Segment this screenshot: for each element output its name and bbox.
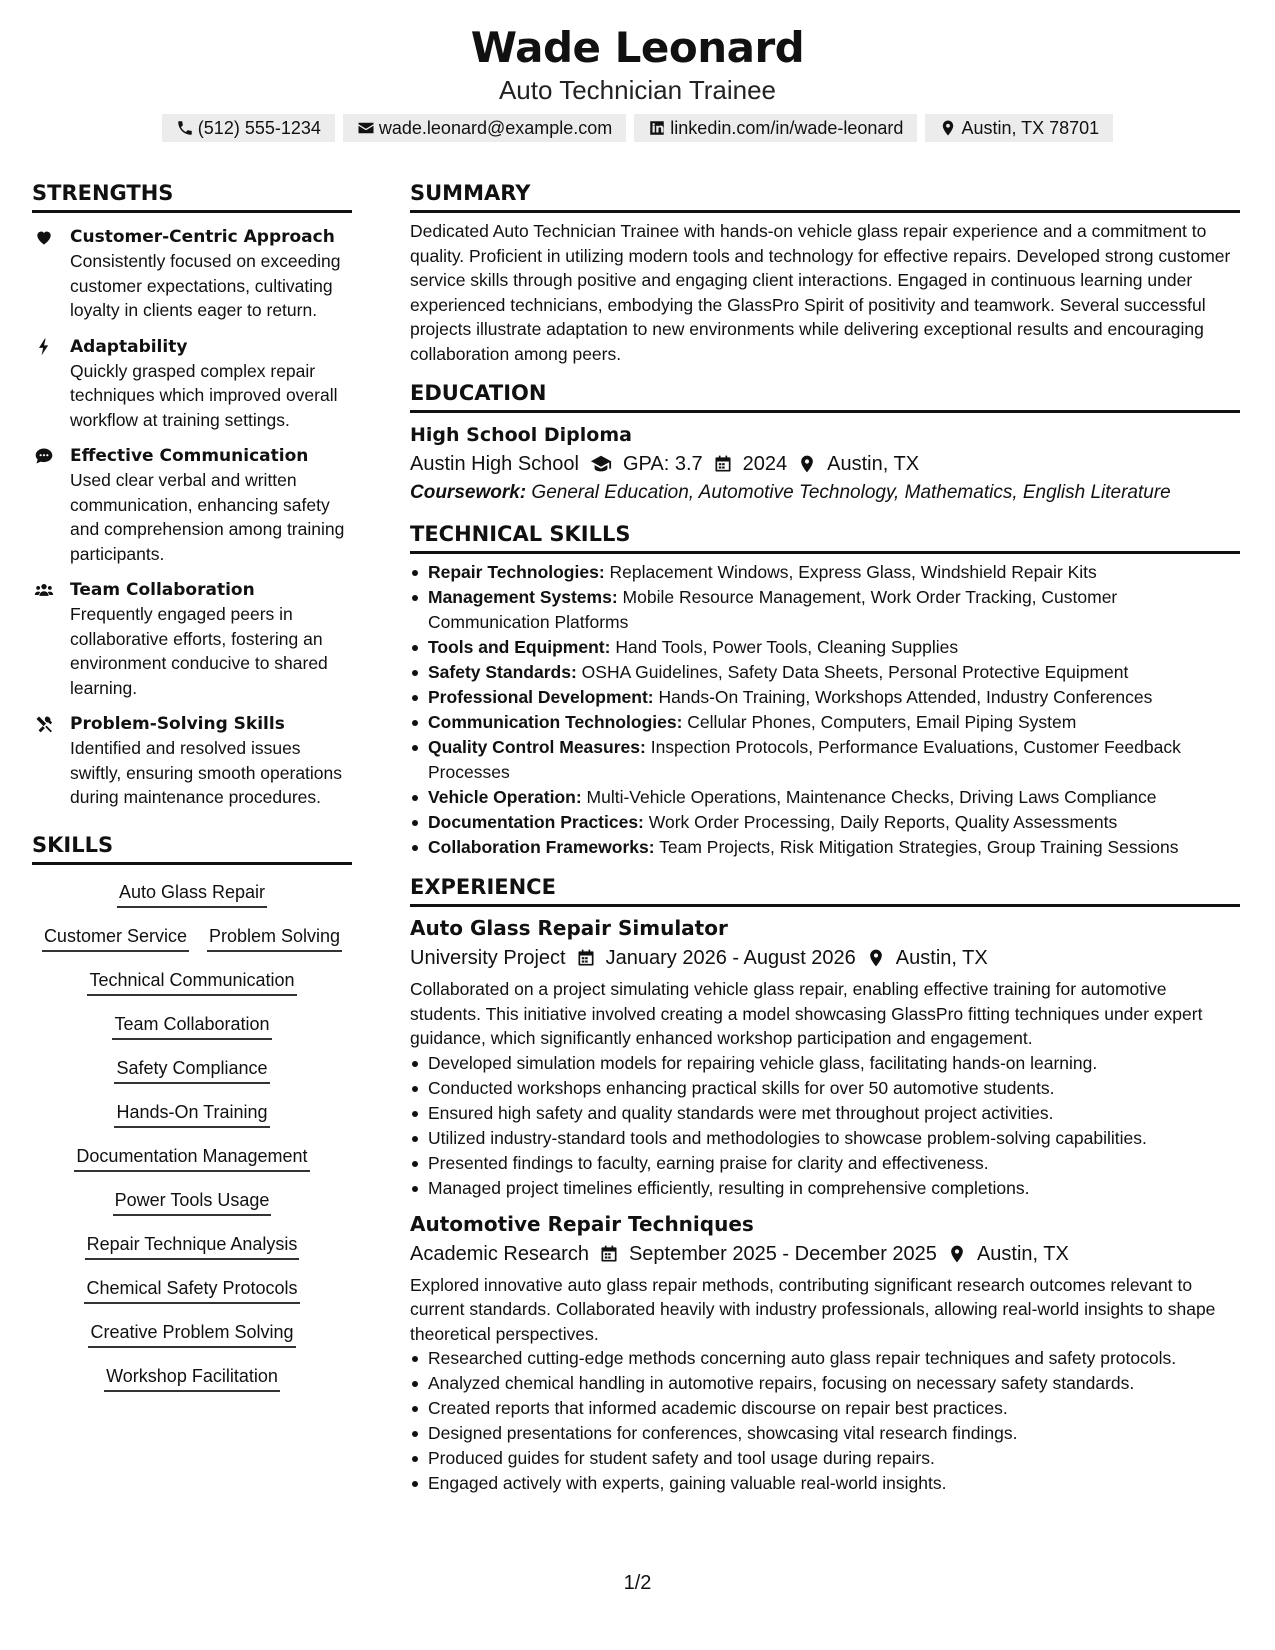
list-item xyxy=(410,585,1240,635)
coursework-text: General Education, Automotive Technology, Mathematics, English Literature xyxy=(531,482,1171,503)
experience-entry xyxy=(410,1209,1240,1497)
job-meta xyxy=(410,943,1240,973)
page-number: 1/2 xyxy=(623,1572,652,1594)
calendar-icon xyxy=(599,1244,619,1264)
phone-text: (512) 555-1234 xyxy=(197,118,321,138)
candidate-role: Auto Technician Trainee xyxy=(498,75,777,105)
map-pin-icon xyxy=(947,1244,967,1264)
contact-bar xyxy=(0,114,1275,142)
skill-tag: Documentation Management xyxy=(74,1143,309,1172)
list-item xyxy=(410,835,1240,860)
tech-skill-label: Safety Standards: xyxy=(428,662,577,682)
calendar-icon xyxy=(713,454,733,474)
envelope-icon xyxy=(357,119,375,137)
chat-icon xyxy=(34,446,54,466)
strength-desc: Quickly grasped complex repair techniques which improved overall workflow at training settings. xyxy=(70,360,338,430)
tech-skill-label: Documentation Practices: xyxy=(428,812,644,832)
tech-skill-value: Work Order Processing, Daily Reports, Quality Assessments xyxy=(648,812,1118,832)
email-text[interactable]: wade.leonard@example.com xyxy=(378,118,613,138)
education-meta xyxy=(410,449,1240,479)
map-pin-icon xyxy=(797,454,817,474)
tech-skill-value: Cellular Phones, Computers, Email Piping System xyxy=(687,712,1077,732)
list-item: Presented findings to faculty, earning praise for clarity and effectiveness. xyxy=(410,1151,1240,1176)
job-org: University Project xyxy=(410,947,566,969)
map-pin-icon xyxy=(939,119,957,137)
tech-skill-label: Vehicle Operation: xyxy=(428,787,582,807)
linkedin-text[interactable]: linkedin.com/in/wade-leonard xyxy=(670,118,904,138)
list-item xyxy=(410,560,1240,585)
tech-skill-label: Repair Technologies: xyxy=(428,562,605,582)
education-location: Austin, TX xyxy=(827,453,920,475)
tech-skill-label: Communication Technologies: xyxy=(428,712,683,732)
heart-icon xyxy=(34,227,54,247)
skill-tag: Power Tools Usage xyxy=(113,1187,272,1216)
job-location: Austin, TX xyxy=(976,1242,1069,1265)
strength-item xyxy=(32,335,352,433)
location-chip xyxy=(925,114,1113,142)
strength-title: Problem-Solving Skills xyxy=(70,714,285,734)
list-item xyxy=(410,635,1240,660)
list-item: Researched cutting-edge methods concerning auto glass repair techniques and safety protocols. xyxy=(410,1346,1240,1371)
strengths-heading: STRENGTHS xyxy=(32,178,352,213)
job-title: Automotive Repair Techniques xyxy=(410,1211,754,1236)
education-degree: High School Diploma xyxy=(410,424,632,446)
linkedin-chip[interactable] xyxy=(634,114,917,142)
technical-skills-list xyxy=(410,560,1240,860)
phone-icon xyxy=(176,119,194,137)
experience-heading: EXPERIENCE xyxy=(410,872,1240,907)
location-text: Austin, TX 78701 xyxy=(961,118,1100,138)
right-column xyxy=(410,178,1240,1496)
linkedin-icon xyxy=(648,119,666,137)
map-pin-icon xyxy=(866,948,886,968)
list-item xyxy=(410,785,1240,810)
strength-desc: Frequently engaged peers in collaborative efforts, fostering an environment conducive to shared learning. xyxy=(70,604,328,698)
strength-item xyxy=(32,444,352,566)
tech-skill-value: Mobile Resource Management, Work Order Tracking, Customer Communication Platforms xyxy=(428,587,1118,632)
tech-skill-label: Collaboration Frameworks: xyxy=(428,837,655,857)
list-item: Utilized industry-standard tools and methodologies to showcase problem-solving capabilities. xyxy=(410,1126,1240,1151)
list-item xyxy=(410,735,1240,785)
job-description: Collaborated on a project simulating vehicle glass repair, enabling effective training for automotive students. This initiative involved creating a model showcasing GlassPro fitting techniques under expert guidance, which significantly enhanced workshop participation and engagement. xyxy=(410,979,1203,1048)
list-item xyxy=(410,810,1240,835)
list-item xyxy=(410,710,1240,735)
education-heading: EDUCATION xyxy=(410,378,1240,413)
strength-item xyxy=(32,578,352,700)
job-location: Austin, TX xyxy=(895,947,988,969)
tech-skill-value: Team Projects, Risk Mitigation Strategies, Group Training Sessions xyxy=(659,837,1179,857)
list-item: Conducted workshops enhancing practical skills for over 50 automotive students. xyxy=(410,1076,1240,1101)
list-item: Developed simulation models for repairing vehicle glass, facilitating hands-on learning. xyxy=(410,1051,1240,1076)
skill-tag: Auto Glass Repair xyxy=(117,879,267,908)
tech-skill-label: Quality Control Measures: xyxy=(428,737,646,757)
job-title: Auto Glass Repair Simulator xyxy=(410,916,728,940)
tech-skill-value: Multi-Vehicle Operations, Maintenance Checks, Driving Laws Compliance xyxy=(586,787,1157,807)
job-bullets xyxy=(410,1051,1240,1201)
skill-tag: Technical Communication xyxy=(87,967,296,996)
list-item: Managed project timelines efficiently, resulting in comprehensive completions. xyxy=(410,1176,1240,1201)
resume-header xyxy=(0,20,1275,142)
calendar-icon xyxy=(576,948,596,968)
job-org: Academic Research xyxy=(410,1242,589,1265)
job-bullets xyxy=(410,1346,1240,1496)
graduation-cap-icon xyxy=(589,453,613,475)
skill-tag: Problem Solving xyxy=(207,923,342,952)
list-item: Produced guides for student safety and tool usage during repairs. xyxy=(410,1446,1240,1471)
education-school: Austin High School xyxy=(410,453,579,475)
strength-title: Team Collaboration xyxy=(70,580,255,600)
list-item: Ensured high safety and quality standards were met throughout project activities. xyxy=(410,1101,1240,1126)
skill-tag: Customer Service xyxy=(42,923,189,952)
tech-skill-label: Professional Development: xyxy=(428,687,654,707)
tech-skill-value: Inspection Protocols, Performance Evaluations, Customer Feedback Processes xyxy=(428,737,1181,782)
strength-desc: Used clear verbal and written communication, enhancing safety and comprehension among training participants. xyxy=(70,470,345,564)
education-coursework xyxy=(410,479,1240,507)
skill-tag: Safety Compliance xyxy=(114,1055,269,1084)
job-dates: September 2025 - December 2025 xyxy=(628,1242,937,1265)
tech-skill-value: Replacement Windows, Express Glass, Windshield Repair Kits xyxy=(609,562,1097,582)
list-item: Designed presentations for conferences, showcasing vital research findings. xyxy=(410,1421,1240,1446)
job-description: Explored innovative auto glass repair methods, contributing significant research outcomes relevant to current standards. Collaborated heavily with industry professionals, allowing real-world insights to shape theoretical perspectives. xyxy=(410,1274,1216,1344)
strength-title: Adaptability xyxy=(70,336,188,357)
job-meta xyxy=(410,1239,1240,1269)
summary-text: Dedicated Auto Technician Trainee with hands-on vehicle glass repair experience and a commitment to quality. Proficient in utilizing modern tools and technology for effective repairs. Developed strong customer service skills through positive and engaging client interactions. Engaged in continuous learning under experienced technicians, embodying the GlassPro Spirit of positivity and teamwork. Several successful projects illustrate adaptation to new environments while delivering exceptional results and encouraging collaboration among peers. xyxy=(410,221,1231,364)
list-item xyxy=(410,660,1240,685)
users-icon xyxy=(34,580,54,600)
strength-title: Customer-Centric Approach xyxy=(70,227,335,247)
skill-tag: Workshop Facilitation xyxy=(104,1363,280,1392)
list-item: Created reports that informed academic discourse on repair best practices. xyxy=(410,1396,1240,1421)
skill-tag: Creative Problem Solving xyxy=(88,1319,295,1348)
candidate-name: Wade Leonard xyxy=(470,23,805,72)
strength-item xyxy=(32,225,352,323)
summary-heading: SUMMARY xyxy=(410,178,1240,213)
strength-title: Effective Communication xyxy=(70,446,309,466)
tech-skill-value: Hand Tools, Power Tools, Cleaning Supplies xyxy=(615,637,959,657)
strength-desc: Identified and resolved issues swiftly, ensuring smooth operations during maintenance procedures. xyxy=(70,738,343,807)
strength-item xyxy=(32,712,352,810)
tech-skill-value: Hands-On Training, Workshops Attended, Industry Conferences xyxy=(658,687,1153,707)
list-item: Analyzed chemical handling in automotive repairs, focusing on necessary safety standards. xyxy=(410,1371,1240,1396)
list-item xyxy=(410,685,1240,710)
skill-tag: Repair Technique Analysis xyxy=(85,1231,300,1260)
skills-list xyxy=(32,879,352,1392)
skills-heading: SKILLS xyxy=(32,830,352,865)
tech-skill-label: Management Systems: xyxy=(428,587,618,607)
skill-tag: Team Collaboration xyxy=(112,1011,271,1040)
phone-chip xyxy=(162,114,335,142)
bolt-icon xyxy=(34,337,54,357)
experience-entry xyxy=(410,913,1240,1201)
education-gpa: GPA: 3.7 xyxy=(622,453,703,475)
education-year: 2024 xyxy=(742,453,788,475)
tools-icon xyxy=(34,714,54,734)
skill-tag: Chemical Safety Protocols xyxy=(84,1275,299,1304)
strength-desc: Consistently focused on exceeding customer expectations, cultivating loyalty in clients eager to return. xyxy=(70,251,341,320)
job-dates: January 2026 - August 2026 xyxy=(605,947,856,969)
list-item: Engaged actively with experts, gaining valuable real-world insights. xyxy=(410,1471,1240,1496)
tech-skill-value: OSHA Guidelines, Safety Data Sheets, Personal Protective Equipment xyxy=(581,662,1129,682)
email-chip[interactable] xyxy=(343,114,626,142)
technical-skills-heading: TECHNICAL SKILLS xyxy=(410,519,1240,554)
left-column xyxy=(32,178,352,1392)
tech-skill-label: Tools and Equipment: xyxy=(428,637,611,657)
skill-tag: Hands-On Training xyxy=(114,1099,269,1128)
coursework-label: Coursework: xyxy=(410,482,527,503)
